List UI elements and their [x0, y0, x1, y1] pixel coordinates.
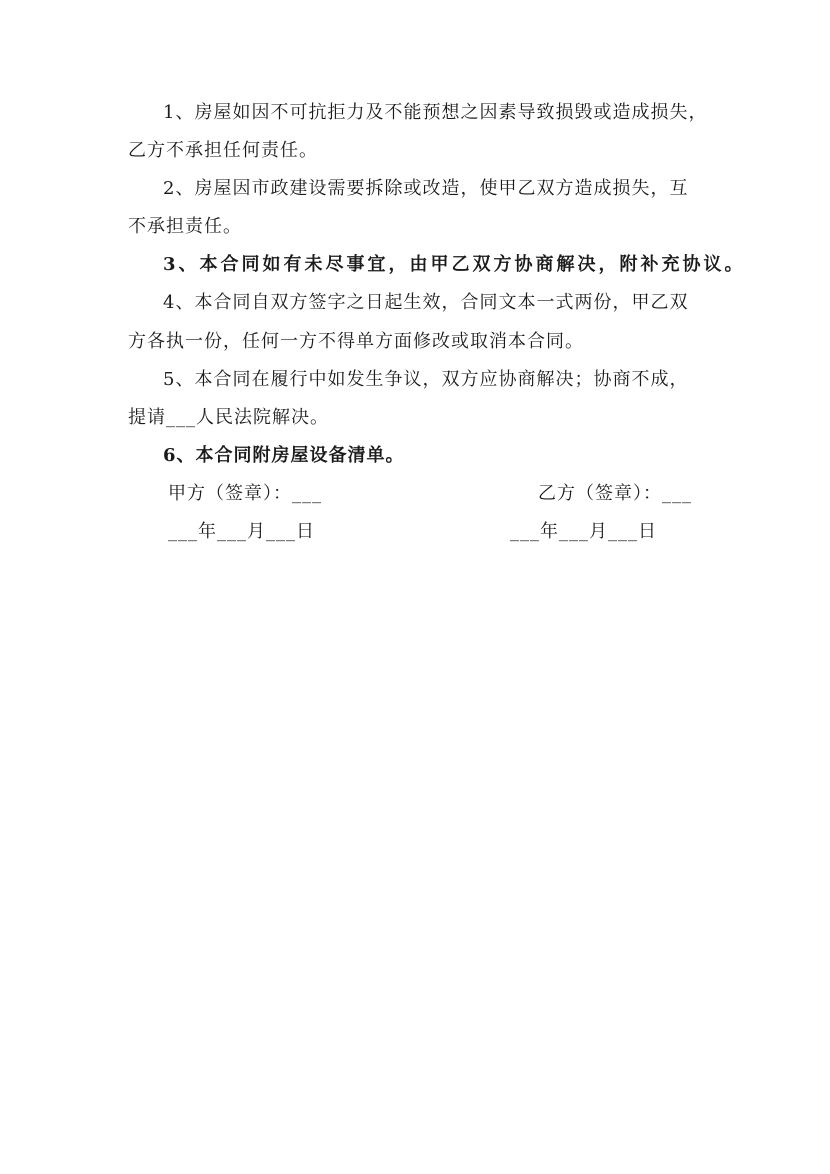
- clause-5-line-1: 5、本合同在履行中如发生争议，双方应协商解决；协商不成，: [163, 368, 689, 390]
- clause-2-line-2: 不承担责任。: [128, 216, 242, 238]
- clause-3-line-1: 3、本合同如有未尽事宜，由甲乙双方协商解决，附补充协议。: [163, 254, 746, 276]
- date-row: [128, 513, 748, 551]
- clause-6: [128, 437, 748, 475]
- clause-5-line-2: 提请___人民法院解决。: [128, 406, 329, 428]
- clause-5: [128, 361, 748, 437]
- clause-3: [128, 246, 748, 284]
- clause-4: [128, 284, 748, 360]
- clause-4-line-1: 4、本合同自双方签字之日起生效，合同文本一式两份，甲乙双: [163, 292, 689, 314]
- clause-1-line-1: 1、房屋如因不可抗拒力及不能预想之因素导致损毁或造成损失，: [163, 102, 708, 123]
- clause-2-line-1: 2、房屋因市政建设需要拆除或改造，使甲乙双方造成损失，互: [163, 178, 689, 200]
- party-a-signature: 甲方（签章）：___: [168, 482, 322, 504]
- party-b-date: ___年___月___日: [510, 521, 657, 543]
- party-b-signature: 乙方（签章）：___: [538, 482, 692, 504]
- contract-body: [128, 94, 748, 551]
- clause-6-line-1: 6、本合同附房屋设备清单。: [163, 444, 405, 466]
- clause-1: [128, 94, 748, 170]
- signature-row: [128, 475, 748, 513]
- party-a-date: ___年___月___日: [168, 521, 315, 543]
- clause-4-line-2: 方各执一份，任何一方不得单方面修改或取消本合同。: [128, 330, 584, 352]
- clause-2: [128, 170, 748, 246]
- clause-1-line-2: 乙方不承担任何责任。: [128, 140, 318, 162]
